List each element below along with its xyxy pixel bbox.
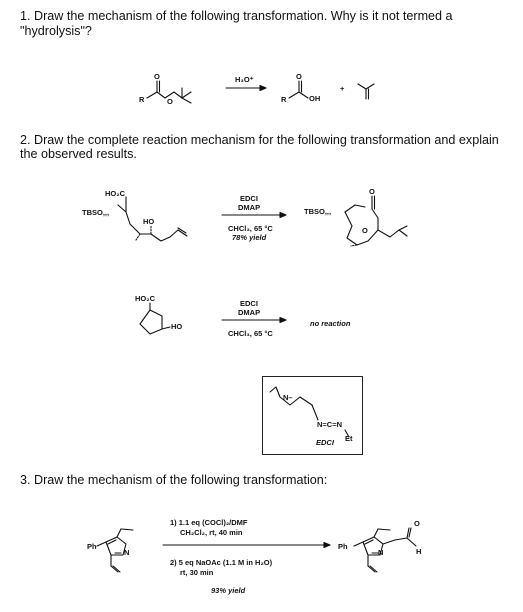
reaction-arrow-1 (226, 86, 266, 91)
scheme2a-tbso: TBSO,,, (82, 208, 110, 217)
scheme3-step1b: CH₂Cl₂, rt, 40 min (180, 528, 243, 537)
scheme3-o-aldehyde: O (414, 519, 420, 528)
scheme1-r-left: R (139, 95, 145, 104)
question-1-line-1: 1. Draw the mechanism of the following transformation. Why is it not termed a (20, 9, 453, 23)
scheme2b-reagent-dmap: DMAP (238, 308, 261, 317)
scheme3-step1a: 1) 1.1 eq (COCl)₂/DMF (170, 518, 248, 527)
question-3: 3. Draw the mechanism of the following transformation: (20, 473, 328, 487)
reaction-arrow-3 (163, 543, 330, 548)
scheme1-oh: OH (309, 94, 321, 103)
scheme2b-condition: CHCl₃, 65 °C (228, 329, 273, 338)
edci-carbodiimide: N=C=N (317, 420, 343, 429)
scheme1-o-acid: O (296, 72, 302, 81)
question-2-line-1: 2. Draw the complete reaction mechanism for the following transformation and explain (20, 133, 499, 147)
scheme2b-result: no reaction (310, 319, 351, 328)
scheme1-o-ester: O (167, 97, 173, 106)
scheme3-n-left: N (124, 548, 130, 557)
scheme3-ph-right: Ph (338, 542, 348, 551)
macrolactone-structure (345, 196, 407, 246)
scheme2b-reagent-edci: EDCI (240, 299, 258, 308)
scheme3-step2b: rt, 30 min (180, 568, 214, 577)
scheme2a-product-tbso: TBSO,,, (304, 207, 332, 216)
scheme2b-ho: HO (171, 322, 183, 331)
scheme3-step2a: 2) 5 eq NaOAc (1.1 M in H₂O) (170, 558, 273, 567)
scheme2b-acid: HO₂C (135, 294, 155, 303)
cyclic-hydroxy-acid-structure (140, 303, 170, 334)
question-1-line-2: "hydrolysis"? (20, 24, 92, 38)
scheme3-h-aldehyde: H (416, 547, 422, 556)
pyrrole-aldehyde-product (354, 528, 416, 572)
edci-name: EDCI (316, 438, 334, 447)
scheme2a-product-o-carbonyl: O (369, 187, 375, 196)
scheme2a-product-o-ring: O (362, 226, 368, 235)
carboxylic-acid-structure (289, 81, 308, 98)
edci-ethyl: Et (345, 434, 353, 443)
scheme1-plus: + (340, 84, 345, 93)
reaction-arrow-2a (222, 213, 286, 218)
scheme2a-reagent-dmap: DMAP (238, 203, 261, 212)
scheme2a-reagent-edci: EDCI (240, 194, 258, 203)
scheme1-o-carbonyl: O (154, 72, 160, 81)
question-2-line-2: the observed results. (20, 147, 137, 161)
scheme3-n-right: N (378, 548, 384, 557)
edci-dimethylamino: N– (283, 393, 293, 402)
scheme3-yield: 93% yield (211, 586, 246, 595)
scheme2a-acid: HO₂C (105, 189, 125, 198)
isobutylene-structure (358, 84, 374, 99)
scheme3-ph-left: Ph (87, 542, 97, 551)
scheme1-reagent: H₃O⁺ (235, 75, 254, 84)
scheme2a-yield: 78% yield (232, 233, 267, 242)
edci-structure-box (262, 376, 363, 455)
reaction-arrow-2b (222, 318, 286, 323)
scheme1-r-right: R (281, 95, 287, 104)
scheme2a-condition: CHCl₃, 65 °C (228, 224, 273, 233)
scheme2a-ho: HO (143, 217, 155, 226)
